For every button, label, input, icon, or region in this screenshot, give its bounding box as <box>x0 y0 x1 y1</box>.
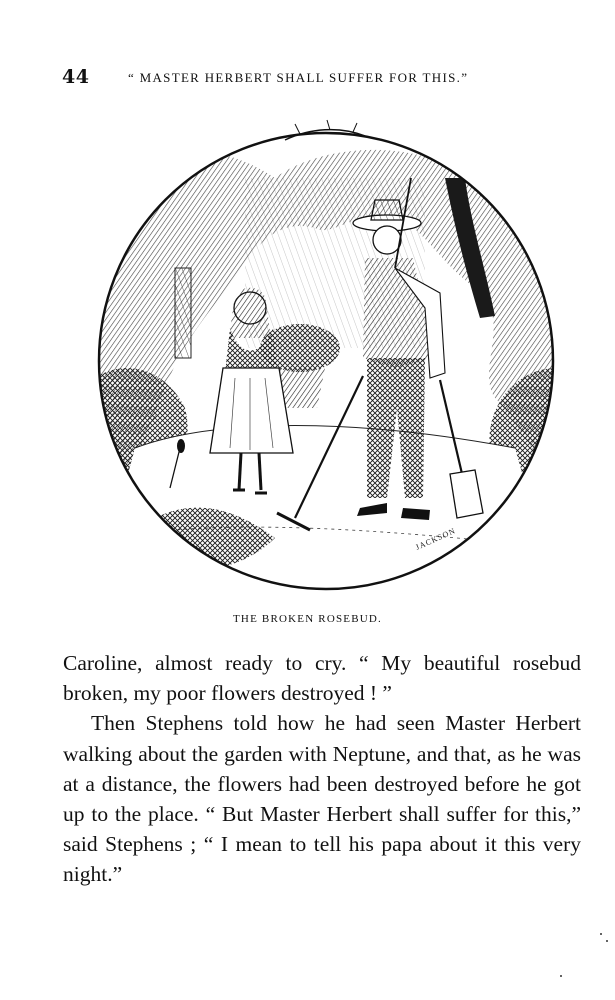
paragraph: Caroline, almost ready to cry. “ My beautiful rosebud broken, my poor flowers destroyed ! ” <box>63 651 581 706</box>
page-number: 44 <box>62 66 90 88</box>
broken-rosebud-illustration <box>95 118 557 596</box>
body-text <box>63 648 581 890</box>
running-head: “ MASTER HERBERT SHALL SUFFER FOR THIS.” <box>128 70 469 85</box>
paper-speck <box>600 933 602 935</box>
engraver-signature: JACKSON <box>414 526 458 552</box>
figure-caption: THE BROKEN ROSEBUD. <box>233 613 382 625</box>
paragraph: Then Stephens told how he had seen Master Herbert walking about the garden with Neptune, and that, as he was at a distance, the flowers had been destroyed before he got up to the place. “ But Master Herbert shall suffer for this,” said Stephens ; “ I mean to tell his papa about it this very night.” <box>63 711 581 887</box>
paper-speck <box>560 975 562 977</box>
engraving-scene <box>95 118 557 596</box>
paper-speck <box>606 940 608 942</box>
